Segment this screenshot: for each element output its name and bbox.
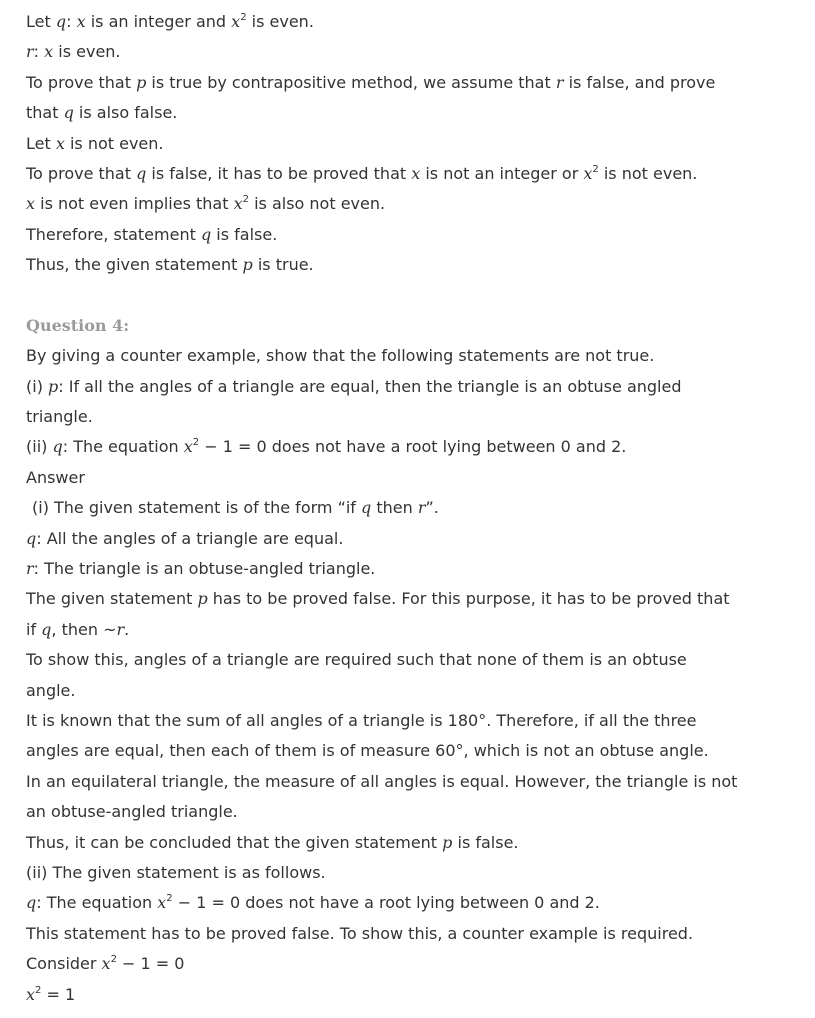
text-line [26,341,796,371]
text-line [26,706,796,736]
document-content [26,7,796,1010]
text-line [26,220,796,250]
text-segment: Thus, the given statement [26,255,243,275]
text-segment: is also not even. [248,194,386,214]
text-segment: In an equilateral triangle, the measure of all angles is equal. However, the triangle is not [26,771,738,791]
text-line [26,37,796,67]
superscript: 2 [242,194,249,206]
math-variable: r [417,498,426,518]
text-segment: is false. [452,832,519,852]
text-line [26,554,796,584]
blank-line [26,281,796,311]
text-line [26,615,796,645]
text-line [26,402,796,432]
text-line [26,98,796,128]
math-variable: q [26,528,37,548]
text-segment: − 1 = 0 does not have a root lying between 0 and 2. [172,893,600,913]
math-variable: x [157,893,167,913]
text-segment: if [26,619,42,639]
text-segment: : The equation [36,893,158,913]
math-variable: x [183,437,193,457]
text-segment: Question 4: [26,315,130,335]
math-variable: q [55,12,67,31]
superscript: 2 [110,954,117,966]
text-line [26,736,796,766]
math-variable: r [26,42,34,62]
text-segment: is even. [53,42,121,62]
text-segment: = 1 [41,984,76,1004]
text-line [26,372,796,402]
math-variable: x [26,984,36,1004]
text-line [26,980,796,1010]
text-line [26,68,796,98]
text-segment: is even. [246,12,314,31]
text-segment: is also false. [73,103,178,123]
text-segment: has to be proved false. For this purpose, it has to be proved that [207,589,730,609]
text-segment: is not even. [598,163,698,183]
text-line [26,919,796,949]
text-segment: This statement has to be proved false. To show this, a counter example is required. [26,923,694,943]
text-line [26,828,796,858]
text-segment: : [33,42,45,62]
math-variable: r [26,559,34,579]
question-heading [26,311,796,341]
text-segment: ”. [425,498,439,518]
text-segment: To prove that [26,163,137,183]
math-variable: q [63,103,74,123]
text-segment: To show this, angles of a triangle are required such that none of them is an obtuse [26,650,687,670]
math-variable: q [200,224,212,244]
math-variable: r [555,72,564,92]
superscript: 2 [35,984,42,996]
text-segment: is not an integer or [420,163,584,183]
math-variable: x [101,954,111,974]
text-segment: , then ~ [51,619,117,639]
superscript: 2 [592,163,599,175]
text-segment: : The triangle is an obtuse-angled triangle. [33,559,376,579]
text-segment: By giving a counter example, show that the following statements are not true. [26,346,655,366]
math-variable: x [233,194,243,214]
math-variable: q [52,437,63,457]
math-variable: x [231,12,241,31]
superscript: 2 [240,12,247,23]
text-segment: − 1 = 0 does not have a root lying between 0 and 2. [199,437,627,457]
text-segment: is false, it has to be proved that [146,163,412,183]
text-segment: . [124,619,130,639]
text-segment: (i) [26,376,49,396]
math-variable: q [136,163,147,183]
text-line [26,858,796,888]
text-segment: is true. [252,255,314,275]
text-segment: : All the angles of a triangle are equal. [36,528,344,548]
text-segment: To prove that [26,72,137,92]
text-segment: triangle. [26,407,93,427]
math-variable: q [26,893,37,913]
text-line [26,767,796,797]
text-segment: Let [26,12,56,31]
text-segment: (i) The given statement is of the form “if [32,498,362,518]
math-variable: x [44,42,54,62]
text-line [26,189,796,219]
math-variable: p [197,589,208,609]
text-segment: : If all the angles of a triangle are equal, then the triangle is an obtuse angled [58,376,682,396]
text-segment: Consider [26,954,102,974]
text-segment: angle. [26,680,76,700]
text-segment: Answer [26,467,85,487]
text-segment: is not even implies that [35,194,234,214]
text-segment: The given statement [26,589,198,609]
text-segment: : [66,12,77,31]
text-line [26,493,796,523]
math-variable: r [116,619,125,639]
math-variable: x [55,133,65,153]
math-variable: p [136,72,147,92]
text-segment: Let [26,133,56,153]
text-line [26,584,796,614]
text-line [26,797,796,827]
math-variable: p [242,255,253,275]
text-segment: is an integer and [85,12,232,31]
text-line [26,463,796,493]
text-line [26,250,796,280]
math-variable: x [26,194,36,214]
math-variable: p [442,832,453,852]
text-line [26,524,796,554]
superscript: 2 [192,437,200,449]
text-segment: that [26,103,64,123]
text-segment: Therefore, statement [26,224,201,244]
text-segment: is true by contrapositive method, we assume that [146,72,556,92]
text-segment: (ii) The given statement is as follows. [26,862,326,882]
text-segment: It is known that the sum of all angles of a triangle is 180°. Therefore, if all the three [26,710,697,730]
math-variable: x [583,163,593,183]
text-segment: an obtuse-angled triangle. [26,802,238,822]
text-line [26,159,796,189]
text-segment: (ii) [26,437,53,457]
text-line [26,949,796,979]
text-segment: Thus, it can be concluded that the given statement [26,832,443,852]
text-segment: is false. [211,224,278,244]
text-line [26,432,796,462]
text-line [26,645,796,675]
math-variable: x [411,163,421,183]
math-variable: p [48,376,59,396]
text-segment: : The equation [62,437,184,457]
text-line [26,129,796,159]
text-segment: − 1 = 0 [116,954,185,974]
text-segment: is false, and prove [563,72,716,92]
superscript: 2 [166,893,173,905]
math-variable: q [361,498,372,518]
text-segment: then [371,498,418,518]
text-line [26,7,796,37]
math-variable: q [41,619,52,639]
text-line [26,676,796,706]
text-segment: angles are equal, then each of them is of measure 60°, which is not an obtuse angle. [26,741,709,761]
math-variable: x [76,12,86,31]
text-line [26,888,796,918]
text-segment: is not even. [64,133,164,153]
